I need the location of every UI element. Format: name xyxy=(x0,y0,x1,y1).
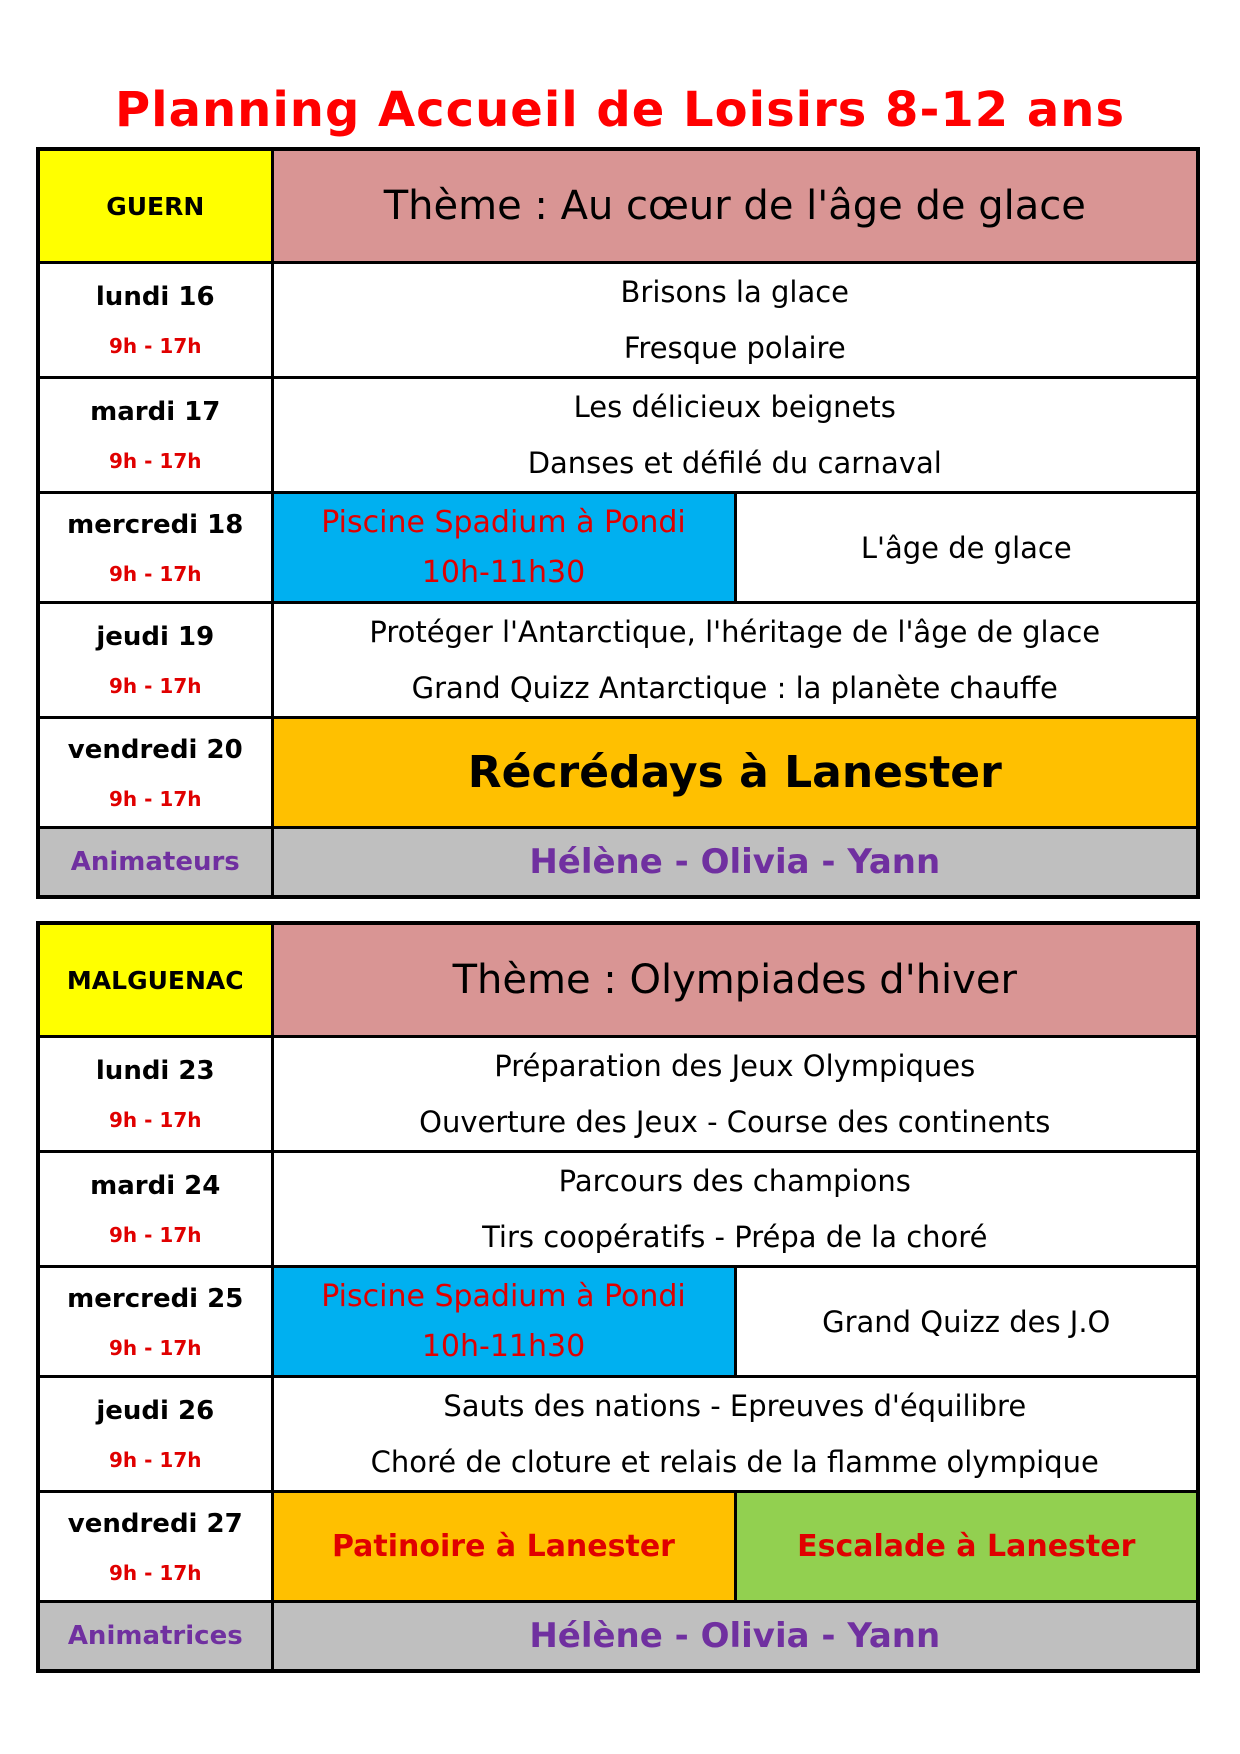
day-name: lundi 23 xyxy=(95,1056,215,1086)
activities-cell xyxy=(272,1037,1198,1152)
day-cell xyxy=(38,378,272,493)
day-hours: 9h - 17h xyxy=(109,674,202,698)
day-name: vendredi 20 xyxy=(67,734,243,765)
pool-cell xyxy=(272,493,735,603)
activity: Choré de cloture et relais de la flamme olympique xyxy=(370,1445,1099,1479)
day-hours: 9h - 17h xyxy=(109,449,202,473)
activity-cell: Grand Quizz des J.O xyxy=(735,1267,1198,1377)
day-row xyxy=(38,493,1198,603)
pool-location: Piscine Spadium à Pondi xyxy=(321,504,686,540)
pool-time: 10h-11h30 xyxy=(421,554,586,590)
page-title: Planning Accueil de Loisirs 8-12 ans xyxy=(114,82,1126,138)
header-row xyxy=(38,923,1198,1037)
day-name: lundi 16 xyxy=(95,282,215,312)
theme-title: Thème : Au cœur de l'âge de glace xyxy=(272,149,1198,263)
day-name: mercredi 18 xyxy=(67,509,244,540)
activity: Parcours des champions xyxy=(558,1164,911,1198)
day-row xyxy=(38,378,1198,493)
activity: Danses et défilé du carnaval xyxy=(527,446,942,480)
day-hours: 9h - 17h xyxy=(109,1560,202,1585)
activity: Préparation des Jeux Olympiques xyxy=(494,1049,976,1083)
site-name: GUERN xyxy=(38,149,272,263)
site-name: MALGUENAC xyxy=(38,923,272,1037)
day-row xyxy=(38,718,1198,828)
day-cell xyxy=(38,1267,272,1377)
day-hours: 9h - 17h xyxy=(109,561,202,586)
day-hours: 9h - 17h xyxy=(109,334,202,358)
day-cell xyxy=(38,493,272,603)
activity: Fresque polaire xyxy=(623,331,846,365)
schedule-table-guern xyxy=(36,147,1200,899)
day-hours: 9h - 17h xyxy=(109,1448,202,1472)
activity: Les délicieux beignets xyxy=(573,390,896,424)
day-hours: 9h - 17h xyxy=(109,1108,202,1132)
pool-time: 10h-11h30 xyxy=(421,1328,586,1364)
day-row xyxy=(38,263,1198,378)
day-cell xyxy=(38,603,272,718)
activity: Ouverture des Jeux - Course des continents xyxy=(419,1105,1051,1139)
staff-names: Hélène - Olivia - Yann xyxy=(272,828,1198,898)
day-row xyxy=(38,1377,1198,1492)
staff-label: Animateurs xyxy=(38,828,272,898)
staff-label: Animatrices xyxy=(38,1602,272,1672)
activity: Grand Quizz Antarctique : la planète chauffe xyxy=(411,671,1058,705)
day-name: jeudi 19 xyxy=(96,622,215,652)
day-hours: 9h - 17h xyxy=(109,786,202,811)
pool-cell xyxy=(272,1267,735,1377)
staff-names: Hélène - Olivia - Yann xyxy=(272,1602,1198,1672)
event-cell-climbing: Escalade à Lanester xyxy=(735,1492,1198,1602)
activities-cell xyxy=(272,1377,1198,1492)
header-row xyxy=(38,149,1198,263)
day-hours: 9h - 17h xyxy=(109,1335,202,1360)
day-cell xyxy=(38,1377,272,1492)
day-cell xyxy=(38,1152,272,1267)
day-cell xyxy=(38,1492,272,1602)
pool-location: Piscine Spadium à Pondi xyxy=(321,1278,686,1314)
event-cell: Récrédays à Lanester xyxy=(272,718,1198,828)
staff-row xyxy=(38,828,1198,898)
day-name: mercredi 25 xyxy=(67,1283,244,1314)
activity: Brisons la glace xyxy=(620,275,850,309)
day-name: vendredi 27 xyxy=(67,1508,243,1539)
day-name: mardi 17 xyxy=(90,397,221,427)
day-row xyxy=(38,1492,1198,1602)
theme-title: Thème : Olympiades d'hiver xyxy=(272,923,1198,1037)
day-name: mardi 24 xyxy=(90,1171,221,1201)
activities-cell xyxy=(272,378,1198,493)
day-hours: 9h - 17h xyxy=(109,1223,202,1247)
day-cell xyxy=(38,263,272,378)
activity: Protéger l'Antarctique, l'héritage de l'âge de glace xyxy=(369,615,1101,649)
activity: Tirs coopératifs - Prépa de la choré xyxy=(482,1220,988,1254)
day-row xyxy=(38,1267,1198,1377)
day-row xyxy=(38,1037,1198,1152)
event-cell-skating: Patinoire à Lanester xyxy=(272,1492,735,1602)
day-row xyxy=(38,1152,1198,1267)
day-cell xyxy=(38,718,272,828)
day-cell xyxy=(38,1037,272,1152)
activities-cell xyxy=(272,1152,1198,1267)
staff-row xyxy=(38,1602,1198,1672)
day-name: jeudi 26 xyxy=(96,1396,215,1426)
activities-cell xyxy=(272,603,1198,718)
day-row xyxy=(38,603,1198,718)
activity: Sauts des nations - Epreuves d'équilibre xyxy=(443,1389,1027,1423)
activities-cell xyxy=(272,263,1198,378)
activity-cell: L'âge de glace xyxy=(735,493,1198,603)
schedule-table-malguenac xyxy=(36,921,1200,1673)
